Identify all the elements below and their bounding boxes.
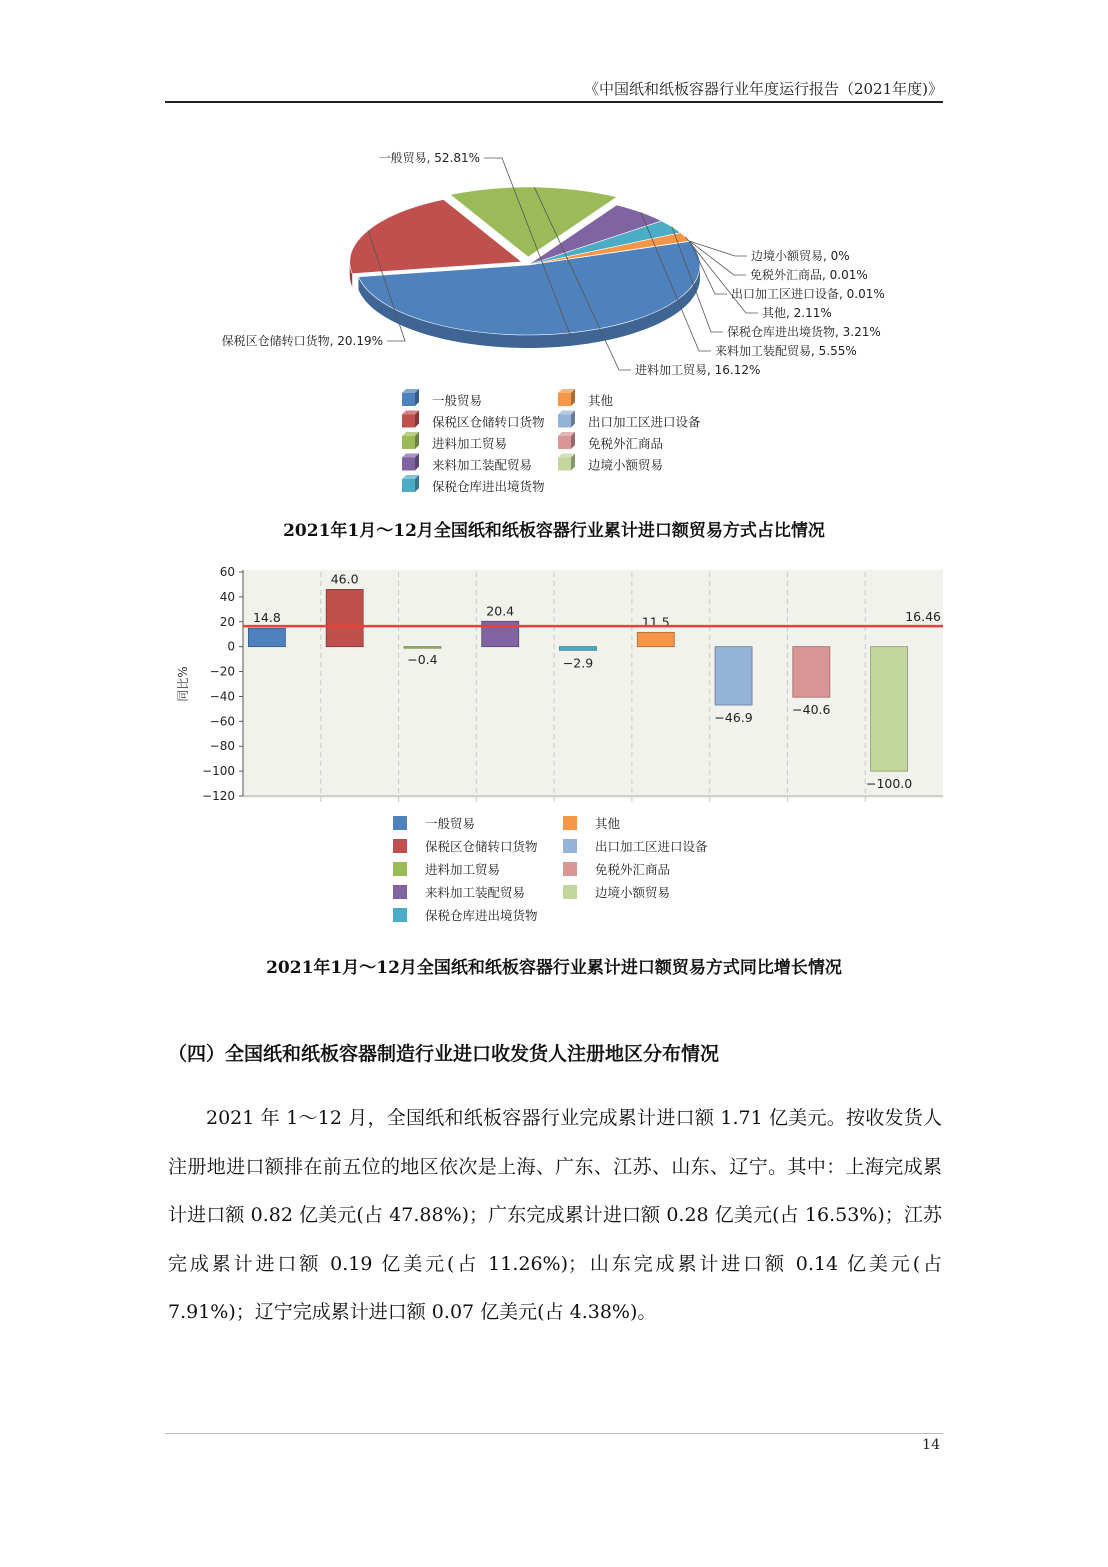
bar-value-label: −0.4 [407, 652, 438, 668]
pie-legend-swatch [558, 415, 571, 428]
reference-line-label: 16.46 [905, 609, 941, 625]
bar-legend-swatch [393, 885, 407, 899]
bar-legend-label: 免税外汇商品 [595, 862, 671, 877]
bar-legend-label: 来料加工装配贸易 [425, 885, 526, 900]
pie-slice-label: 一般贸易, 52.81% [378, 151, 480, 165]
y-tick-label: −100 [202, 764, 235, 779]
bar-chart-svg [165, 560, 955, 936]
bar-value-label: 11.5 [641, 614, 670, 630]
bar-legend-swatch [393, 839, 407, 853]
y-tick-label: 60 [219, 565, 235, 579]
bar-4 [560, 647, 597, 651]
y-tick-label: −120 [202, 789, 235, 803]
pie-slice-label: 保税仓库进出境货物, 3.21% [727, 325, 881, 339]
pie-legend-swatch [558, 393, 571, 406]
pie-slice-label: 免税外汇商品, 0.01% [750, 268, 868, 282]
bar-legend-label: 其他 [595, 816, 621, 831]
bar-legend-swatch [393, 816, 407, 830]
pie-slice-label: 进料加工贸易, 16.12% [635, 363, 761, 377]
pie-legend-label: 一般贸易 [432, 393, 483, 408]
bar-value-label: −2.9 [562, 655, 594, 671]
bar-legend-label: 一般贸易 [425, 816, 476, 831]
pie-chart [165, 140, 943, 502]
pie-legend-swatch [402, 436, 415, 449]
bar-8 [871, 647, 908, 771]
pie-chart-svg [165, 140, 943, 502]
pie-legend-swatch [402, 415, 415, 428]
bar-2 [404, 647, 441, 649]
bar-value-label: −46.9 [714, 710, 753, 726]
bar-chart [165, 560, 955, 936]
bar-1 [326, 589, 363, 646]
bar-value-label: 14.8 [252, 610, 281, 626]
pie-legend-label: 保税仓库进出境货物 [432, 479, 545, 494]
y-tick-label: 40 [219, 589, 235, 604]
bar-5 [637, 632, 674, 646]
pie-legend-label: 保税区仓储转口货物 [432, 414, 545, 430]
bar-legend-label: 出口加工区进口设备 [595, 839, 708, 854]
pie-legend-label: 出口加工区进口设备 [588, 414, 701, 430]
pie-slice-label: 来料加工装配贸易, 5.55% [715, 344, 857, 358]
bar-legend-label: 边境小额贸易 [595, 885, 671, 900]
bar-legend-swatch [563, 862, 577, 876]
y-tick-label: −40 [209, 689, 235, 704]
body-paragraph: 2021 年 1～12 月，全国纸和纸板容器行业完成累计进口额 1.71 亿美元。按收发货人注册地进口额排在前五位的地区依次是上海、广东、江苏、山东、辽宁。其中：上海完成累计进口额 0.82 亿美元(占 47.88%)；广东完成累计进口额 0.28 亿美元(占 16.53%)；江苏完成累计进口额 0.19 亿美元(占 11.26%)；山东完成累计进口额 0.14 亿美元(占 7.91%)；辽宁完成累计进口额 0.07 亿美元(占 4.38%)。 [168, 1107, 942, 1323]
pie-legend-label: 免税外汇商品 [588, 436, 664, 451]
bar-value-label: 20.4 [486, 603, 515, 619]
bar-6 [715, 647, 752, 705]
footer-rule [165, 1433, 943, 1434]
pie-slice-label: 其他, 2.11% [762, 306, 832, 320]
y-tick-label: 20 [219, 614, 235, 629]
pie-legend-label: 进料加工贸易 [432, 436, 508, 451]
bar-value-label: 46.0 [330, 571, 359, 587]
bar-value-label: −100.0 [865, 776, 913, 792]
bar-legend-label: 保税仓库进出境货物 [425, 908, 538, 923]
bar-chart-caption: 2021年1月～12月全国纸和纸板容器行业累计进口额贸易方式同比增长情况 [266, 958, 842, 978]
y-tick-label: −80 [209, 739, 235, 754]
pie-legend-swatch [402, 479, 415, 492]
pie-slice-label: 边境小额贸易, 0% [751, 249, 850, 263]
pie-legend-label: 其他 [588, 393, 614, 408]
bar-legend-swatch [563, 885, 577, 899]
pie-legend-swatch [402, 458, 415, 471]
y-tick-label: 0 [227, 639, 235, 654]
pie-chart-caption: 2021年1月～12月全国纸和纸板容器行业累计进口额贸易方式占比情况 [283, 521, 825, 541]
running-head: 《中国纸和纸板容器行业年度运行报告（2021年度)》 [583, 80, 943, 98]
bar-legend-label: 保税区仓储转口货物 [425, 839, 538, 854]
bar-7 [793, 647, 830, 698]
header-rule [165, 101, 943, 103]
pie-slice-label: 保税区仓储转口货物, 20.19% [221, 334, 383, 348]
bar-0 [248, 628, 285, 646]
bar-legend-swatch [393, 862, 407, 876]
y-tick-label: −20 [209, 664, 235, 679]
pie-legend-label: 边境小额贸易 [588, 457, 664, 473]
bar-legend-swatch [393, 908, 407, 922]
page-number: 14 [922, 1437, 940, 1453]
pie-leader-line [690, 241, 747, 256]
bar-value-label: −40.6 [792, 702, 831, 718]
pie-legend-swatch [558, 436, 571, 449]
pie-legend-swatch [402, 393, 415, 406]
bar-legend-label: 进料加工贸易 [425, 862, 501, 877]
section-heading: （四）全国纸和纸板容器制造行业进口收发货人注册地区分布情况 [168, 1043, 720, 1065]
y-axis-label: 同比% [176, 666, 190, 702]
pie-legend-swatch [558, 458, 571, 471]
bar-legend-swatch [563, 816, 577, 830]
bar-legend-swatch [563, 839, 577, 853]
pie-slice-label: 出口加工区进口设备, 0.01% [731, 287, 885, 301]
pie-legend-label: 来料加工装配贸易 [432, 457, 533, 473]
y-tick-label: −60 [209, 714, 235, 729]
